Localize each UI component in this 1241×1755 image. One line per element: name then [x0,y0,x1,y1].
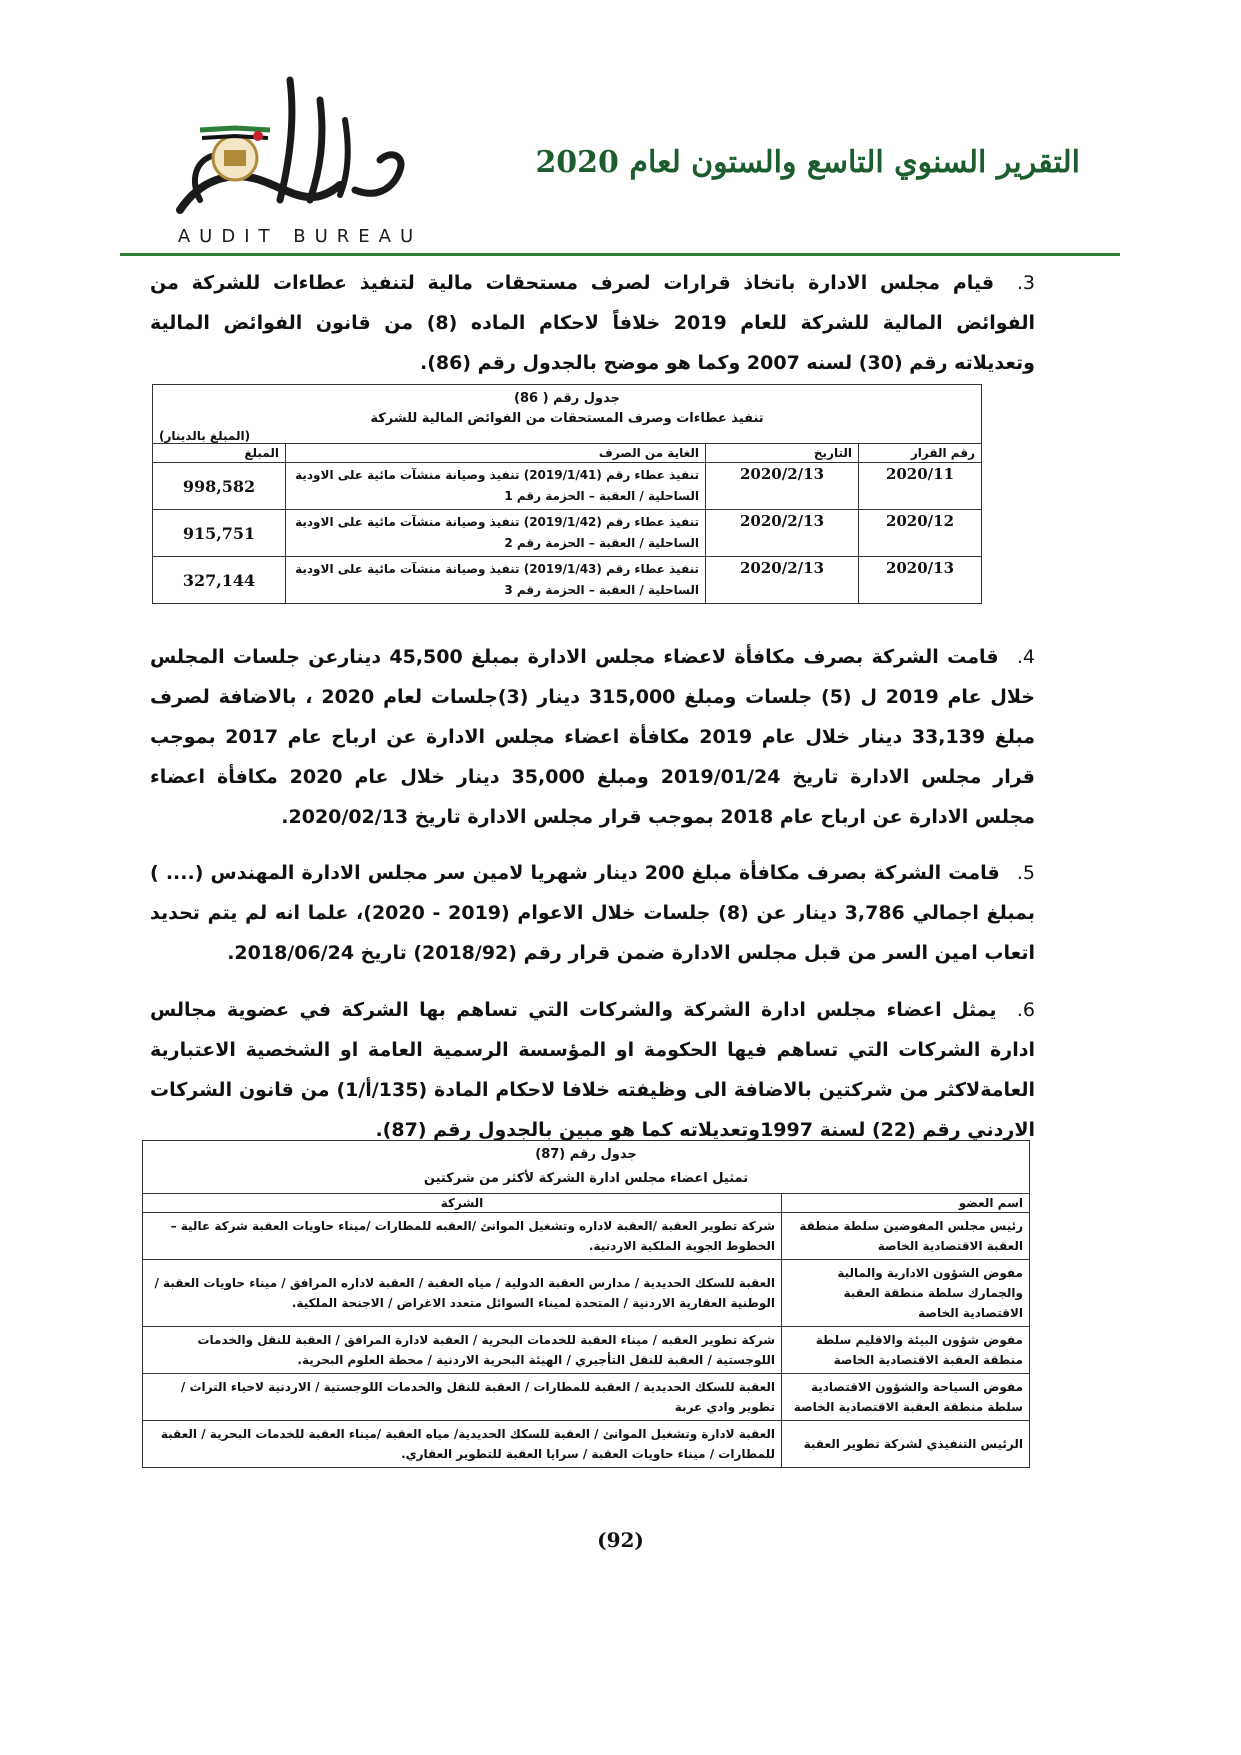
logo-text: AUDIT BUREAU [177,226,423,247]
paragraph-number: 5. [1016,862,1035,884]
paragraph-number: 3. [1016,272,1035,294]
cell-amount: 327,144 [153,557,286,604]
paragraph-text: قامت الشركة بصرف مكافأة مبلغ 200 دينار شهريا لامين سر مجلس الادارة المهندس (.... ) بمبلغ اجمالي 3,786 دينار عن (8) جلسات خلال الاعوام (2019 - 2020)، علما انه لم يتم تحديد اتعاب امين السر من قبل مجلس الادارة ضمن قرار رقم (2018/92) تاريخ 2018/06/24. [150,862,1035,964]
cell-decision: 2020/13 [859,557,982,604]
cell-amount: 998,582 [153,463,286,510]
table-caption [143,1141,1030,1194]
table-unit: (المبلغ بالدينار) [153,429,982,444]
page-header [120,60,1120,255]
cell-companies: العقبة للسكك الحديدية / مدارس العقبة الدولية / مياه العقبة / العقبة لاداره المرافق / ميناء حاويات العقبة / الوطنية العقارية الاردنية / المتحدة لميناء السوائل متعدد الاغراض / الاجنحة الملكية. [143,1260,782,1327]
cell-date: 2020/2/13 [706,463,859,510]
paragraph-text: قيام مجلس الادارة باتخاذ قرارات لصرف مستحقات مالية لتنفيذ عطاءات للشركة من الفوائض المالية للشركة للعام 2019 خلافاً لاحكام الماده (8) من قانون الفوائض المالية وتعديلاته رقم (30) لسنه 2007 وكما هو موضح بالجدول رقم (86). [150,272,1035,374]
table-87 [142,1140,1030,1468]
cell-member: الرئيس التنفيذي لشركة تطوير العقبة [782,1421,1030,1468]
column-header-member: اسم العضو [782,1194,1030,1213]
cell-date: 2020/2/13 [706,557,859,604]
paragraph-number: 4. [1016,646,1035,668]
table-row [153,463,982,510]
paragraph-number: 6. [1016,999,1035,1021]
cell-companies: العقبة للسكك الحديدية / العقبة للمطارات / العقبة للنقل والخدمات اللوجستية / الاردنية لاحياء التراث / تطوير وادي عربة [143,1374,782,1421]
cell-companies: العقبة لادارة وتشغيل الموانئ / العقبة للسكك الحديدية/ مياه العقبة /ميناء العقبة للخدمات البحرية / العقبة للمطارات / ميناء حاويات العقبة / سرايا العقبة للتطوير العقاري. [143,1421,782,1468]
cell-member: مفوض السياحة والشؤون الاقتصادية سلطة منطقة العقبة الاقتصادية الخاصة [782,1374,1030,1421]
cell-decision: 2020/12 [859,510,982,557]
table-caption-number: جدول رقم ( 86) [514,391,620,406]
column-header-purpose: الغاية من الصرف [286,444,706,463]
table-caption-number: جدول رقم (87) [535,1147,637,1162]
cell-purpose: تنفيذ عطاء رقم (2019/1/42) تنفيذ وصيانة منشآت مائية على الاودية الساحلية / العقبة – الحزمة رقم 2 [286,510,706,557]
cell-purpose: تنفيذ عطاء رقم (2019/1/43) تنفيذ وصيانة منشآت مائية على الاودية الساحلية / العقبة – الحزمة رقم 3 [286,557,706,604]
table-caption-title: تمثيل اعضاء مجلس ادارة الشركة لأكثر من شركتين [423,1171,749,1186]
column-header-decision: رقم القرار [859,444,982,463]
cell-member: مفوض شؤون البيئة والاقليم سلطة منطقة العقبة الاقتصادية الخاصة [782,1327,1030,1374]
cell-member: مفوض الشؤون الادارية والمالية والجمارك سلطة منطقة العقبة الاقتصادية الخاصة [782,1260,1030,1327]
cell-companies: شركة تطوير العقبه / ميناء العقبة للخدمات البحرية / العقبة لادارة المرافق / العقبة للنقل والخدمات اللوجستية / العقبة للنقل التأجيري / الهيئة البحرية الاردنية / محطة العلوم البحرية. [143,1327,782,1374]
report-title: التقرير السنوي التاسع والستون لعام 2020 [535,145,1080,180]
page-number: (92) [597,1528,644,1552]
cell-purpose: تنفيذ عطاء رقم (2019/1/41) تنفيذ وصيانة منشآت مائية على الاودية الساحلية / العقبة – الحزمة رقم 1 [286,463,706,510]
paragraph-3 [150,263,1035,383]
calligraphy-logo-icon [140,60,440,230]
column-header-companies: الشركة [143,1194,782,1213]
cell-decision: 2020/11 [859,463,982,510]
cell-amount: 915,751 [153,510,286,557]
cell-date: 2020/2/13 [706,510,859,557]
table-row [143,1421,1030,1468]
header-divider [120,253,1120,256]
paragraph-5 [150,853,1035,973]
table-header-row [153,444,982,463]
cell-member: رئيس مجلس المفوضين سلطة منطقة العقبة الاقتصادية الخاصة [782,1213,1030,1260]
table-row [153,510,982,557]
table-row [143,1327,1030,1374]
paragraph-text: يمثل اعضاء مجلس ادارة الشركة والشركات التي تساهم بها الشركة في عضوية مجالس ادارة الشركات التي تساهم فيها الحكومة او المؤسسة الرسمية العامة او الشخصية الاعتبارية العامةلاكثر من شركتين بالاضافة الى وظيفته خلافا لاحكام المادة (135/أ/1) من قانون الشركات الاردني رقم (22) لسنة 1997وتعديلاته كما هو مبين بالجدول رقم (87). [150,999,1035,1141]
table-86 [152,384,982,604]
paragraph-6 [150,990,1035,1150]
table-caption [153,385,982,430]
table-row [143,1213,1030,1260]
paragraph-4 [150,637,1035,837]
paragraph-text: قامت الشركة بصرف مكافأة لاعضاء مجلس الادارة بمبلغ 45,500 دينارعن جلسات المجلس خلال عام 2019 ل (5) جلسات ومبلغ 315,000 دينار (3)جلسات لعام 2020 ، بالاضافة لصرف مبلغ 33,139 دينار خلال عام 2019 مكافأة اعضاء مجلس الادارة عن ارباح عام 2017 بموجب قرار مجلس الادارة تاريخ 2019/01/24 ومبلغ 35,000 دينار خلال عام 2020 مكافأة اعضاء مجلس الادارة عن ارباح عام 2018 بموجب قرار مجلس الادارة تاريخ 2020/02/13. [150,646,1035,828]
table-row [143,1260,1030,1327]
column-header-date: التاريخ [706,444,859,463]
cell-companies: شركة تطوير العقبة /العقبة لاداره وتشغيل الموانئ /العقبه للمطارات /ميناء حاويات العقبة شركة عالية – الخطوط الجوية الملكية الاردنية. [143,1213,782,1260]
audit-bureau-logo [140,60,440,245]
table-caption-title: تنفيذ عطاءات وصرف المستحقات من الفوائض المالية للشركة [370,411,764,426]
table-header-row [143,1194,1030,1213]
table-row [143,1374,1030,1421]
column-header-amount: المبلغ [153,444,286,463]
table-row [153,557,982,604]
